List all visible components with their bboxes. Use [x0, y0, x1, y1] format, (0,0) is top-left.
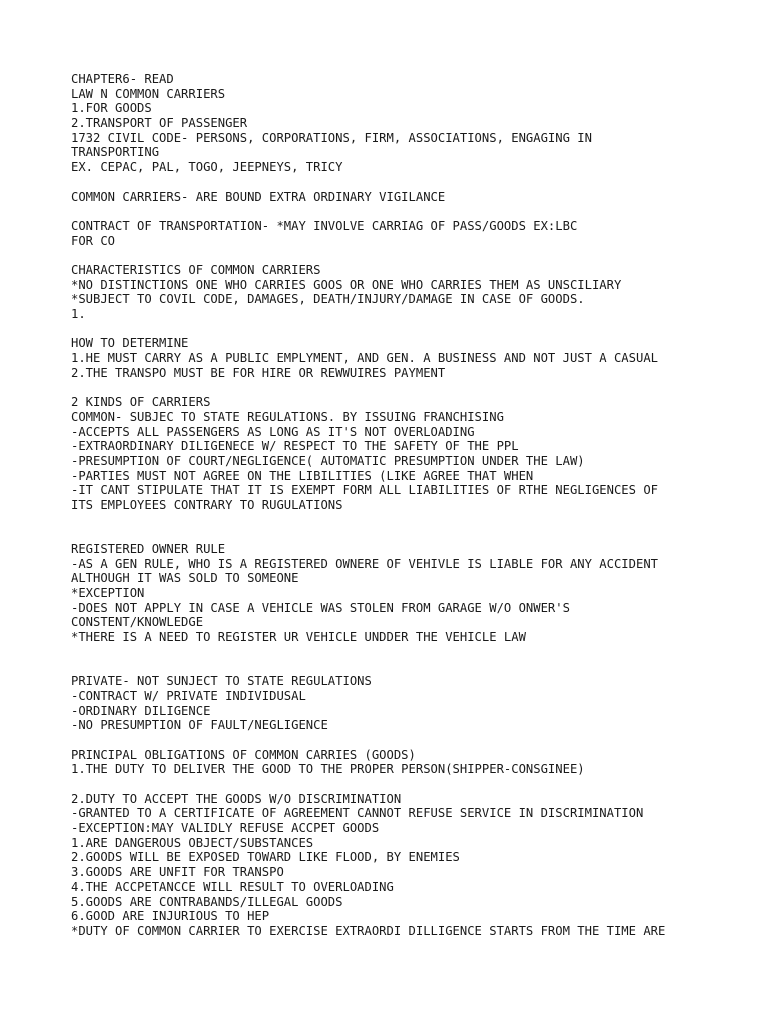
text-line: 5.GOODS ARE CONTRABANDS/ILLEGAL GOODS: [71, 894, 343, 909]
blank-line: [71, 660, 711, 675]
text-line: TRANSPORTING: [71, 145, 160, 160]
blank-line: [71, 322, 711, 337]
text-line: 1.THE DUTY TO DELIVER THE GOOD TO THE PROPER PERSON(SHIPPER-CONSGINEE): [71, 762, 585, 777]
blank-line: [71, 204, 711, 219]
text-line: REGISTERED OWNER RULE: [71, 542, 226, 556]
blank-line: [71, 527, 711, 542]
text-line: ITS EMPLOYEES CONTRARY TO RUGULATIONS: [71, 497, 343, 512]
text-line: 2 KINDS OF CARRIERS: [71, 395, 211, 410]
text-line: 1.ARE DANGEROUS OBJECT/SUBSTANCES: [71, 835, 314, 850]
text-line: ALTHOUGH IT WAS SOLD TO SOMEONE: [71, 571, 299, 586]
text-line: *NO DISTINCTIONS ONE WHO CARRIES GOOS OR ONE WHO CARRIES THEM AS UNSCILIARY: [71, 277, 622, 292]
text-line: -ORDINARY DILIGENCE: [71, 703, 211, 718]
text-line: FOR CO: [71, 233, 116, 248]
text-line: -EXCEPTION:MAY VALIDLY REFUSE ACCPET GOODS: [71, 821, 380, 836]
text-line: 1.: [71, 307, 86, 321]
blank-line: [71, 380, 711, 395]
text-line: 2.DUTY TO ACCEPT THE GOODS W/O DISCRIMINATION: [71, 791, 402, 806]
text-line: COMMON- SUBJEC TO STATE REGULATIONS. BY ISSUING FRANCHISING: [71, 409, 504, 424]
blank-line: [71, 733, 711, 748]
text-line: *DUTY OF COMMON CARRIER TO EXERCISE EXTRAORDI DILLIGENCE STARTS FROM THE TIME ARE: [71, 923, 666, 938]
text-line: -ACCEPTS ALL PASSENGERS AS LONG AS IT'S NOT OVERLOADING: [71, 424, 475, 439]
text-line: EX. CEPAC, PAL, TOGO, JEEPNEYS, TRICY: [71, 160, 343, 175]
text-line: -NO PRESUMPTION OF FAULT/NEGLIGENCE: [71, 718, 328, 733]
text-line: *THERE IS A NEED TO REGISTER UR VEHICLE UNDDER THE VEHICLE LAW: [71, 630, 526, 645]
text-line: *EXCEPTION: [71, 586, 145, 601]
text-line: -GRANTED TO A CERTIFICATE OF AGREEMENT CANNOT REFUSE SERVICE IN DISCRIMINATION: [71, 806, 644, 821]
blank-line: [71, 248, 711, 263]
text-line: 1.HE MUST CARRY AS A PUBLIC EMPLYMENT, AND GEN. A BUSINESS AND NOT JUST A CASUAL: [71, 351, 658, 366]
text-line: -PARTIES MUST NOT AGREE ON THE LIBILITIES (LIKE AGREE THAT WHEN: [71, 468, 534, 483]
text-line: -PRESUMPTION OF COURT/NEGLIGENCE( AUTOMATIC PRESUMPTION UNDER THE LAW): [71, 453, 585, 468]
text-line: 2.THE TRANSPO MUST BE FOR HIRE OR REWWUIRES PAYMENT: [71, 365, 446, 380]
text-line: COMMON CARRIERS- ARE BOUND EXTRA ORDINARY VIGILANCE: [71, 189, 446, 204]
text-line: -IT CANT STIPULATE THAT IT IS EXEMPT FORM ALL LIABILITIES OF RTHE NEGLIGENCES OF: [71, 483, 658, 498]
text-line: -DOES NOT APPLY IN CASE A VEHICLE WAS STOLEN FROM GARAGE W/O ONWER'S: [71, 600, 570, 615]
text-line: PRIVATE- NOT SUNJECT TO STATE REGULATIONS: [71, 674, 372, 689]
text-line: 4.THE ACCPETANCCE WILL RESULT TO OVERLOADING: [71, 879, 394, 894]
text-line: *SUBJECT TO COVIL CODE, DAMAGES, DEATH/INJURY/DAMAGE IN CASE OF GOODS.: [71, 292, 585, 307]
text-line: -CONTRACT W/ PRIVATE INDIVIDUSAL: [71, 688, 306, 703]
text-line: 1732 CIVIL CODE- PERSONS, CORPORATIONS, FIRM, ASSOCIATIONS, ENGAGING IN: [71, 130, 592, 145]
text-line: CONSTENT/KNOWLEDGE: [71, 615, 204, 630]
blank-line: [71, 175, 711, 190]
text-line: 6.GOOD ARE INJURIOUS TO HEP: [71, 909, 270, 924]
text-line: PRINCIPAL OBLIGATIONS OF COMMON CARRIES (GOODS): [71, 747, 416, 762]
text-line: CHAPTER6- READ: [71, 72, 174, 86]
blank-line: [71, 777, 711, 792]
text-line: HOW TO DETERMINE: [71, 336, 189, 351]
blank-line: [71, 645, 711, 660]
text-line: 1.FOR GOODS: [71, 101, 152, 116]
text-line: CHARACTERISTICS OF COMMON CARRIERS: [71, 262, 321, 277]
text-line: 2.TRANSPORT OF PASSENGER: [71, 116, 248, 131]
document-page: [71, 72, 711, 939]
text-line: CONTRACT OF TRANSPORTATION- *MAY INVOLVE CARRIAG OF PASS/GOODS EX:LBC: [71, 218, 578, 233]
text-line: -EXTRAORDINARY DILIGENECE W/ RESPECT TO THE SAFETY OF THE PPL: [71, 439, 519, 454]
text-line: 3.GOODS ARE UNFIT FOR TRANSPO: [71, 865, 284, 880]
text-line: -AS A GEN RULE, WHO IS A REGISTERED OWNERE OF VEHIVLE IS LIABLE FOR ANY ACCIDENT: [71, 556, 658, 571]
text-line: LAW N COMMON CARRIERS: [71, 86, 226, 101]
text-line: 2.GOODS WILL BE EXPOSED TOWARD LIKE FLOOD, BY ENEMIES: [71, 850, 460, 865]
blank-line: [71, 513, 711, 528]
